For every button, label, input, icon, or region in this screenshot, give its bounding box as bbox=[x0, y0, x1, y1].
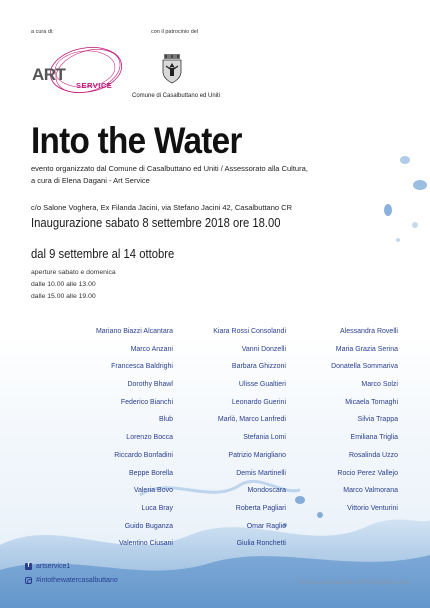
graphic-credit: Grafica realizzata da OFFICIOgrafico.com bbox=[297, 580, 410, 586]
event-subtitle-line1: evento organizzato dal Comune di Casalbuttano ed Uniti / Assessorato alla Cultura, bbox=[31, 164, 308, 173]
facebook-link[interactable] bbox=[25, 563, 70, 570]
opening-days: aperture sabato e domenica bbox=[31, 269, 116, 276]
artist-name: Blub bbox=[158, 416, 173, 424]
comune-name: Comune di Casalbuttano ed Uniti bbox=[132, 93, 221, 99]
artist-name: Guido Buganza bbox=[124, 522, 173, 530]
artists-column-3 bbox=[331, 327, 398, 522]
artist-name: Marco Valmorana bbox=[343, 487, 398, 495]
artist-name: Omar Raglio bbox=[246, 522, 286, 530]
instagram-icon bbox=[25, 577, 32, 584]
opening-hours-afternoon: dalle 15.00 alle 19.00 bbox=[31, 293, 96, 300]
artist-name: Barbara Ghizzoni bbox=[231, 363, 286, 371]
art-logo-text: ART bbox=[32, 65, 66, 84]
patrocinio-label: con il patrocinio del bbox=[151, 29, 199, 35]
artist-name: Mondoscara bbox=[247, 487, 286, 495]
artist-name: Patrizio Marigliano bbox=[228, 451, 286, 459]
artist-name: Vittorio Venturini bbox=[347, 504, 398, 512]
artist-name: Lorenzo Bocca bbox=[126, 434, 173, 442]
service-logo-text: SERVICE bbox=[76, 81, 113, 90]
artist-name: Beppe Borella bbox=[129, 469, 173, 477]
artist-name: Alessandra Rovelli bbox=[340, 328, 398, 335]
comune-crest-icon bbox=[161, 54, 183, 84]
artist-name: Dorothy Bhawl bbox=[127, 381, 173, 389]
artist-name: Rocio Perez Vallejo bbox=[337, 469, 398, 477]
artist-name: Rosalinda Uzzo bbox=[348, 451, 398, 459]
artist-name: Vanni Donzelli bbox=[241, 345, 286, 353]
instagram-link[interactable] bbox=[25, 577, 118, 584]
artist-name: Marco Solzi bbox=[361, 381, 398, 389]
event-subtitle-line2: a cura di Elena Dagani - Art Service bbox=[31, 176, 150, 185]
artist-name: Maria Grazia Serina bbox=[335, 345, 398, 353]
artist-name: Federico Bianchi bbox=[120, 398, 173, 406]
artist-name: Luca Bray bbox=[141, 504, 173, 512]
artist-name: Marco Anzani bbox=[130, 345, 173, 353]
artist-name: Mariano Biazzi Alcantara bbox=[95, 328, 173, 335]
opening-hours-morning: dalle 10.00 alle 13.00 bbox=[31, 281, 96, 288]
artist-name: Kiara Rossi Consolandi bbox=[213, 328, 286, 335]
instagram-hashtag: #intothewatercasalbuttano bbox=[36, 577, 118, 584]
event-dates: dal 9 settembre al 14 ottobre bbox=[31, 247, 175, 261]
event-inauguration: Inaugurazione sabato 8 settembre 2018 ore 18.00 bbox=[31, 216, 281, 230]
artist-name: Valentino Ciusani bbox=[119, 540, 173, 548]
artist-name: Stefania Lomi bbox=[243, 434, 286, 442]
artist-name: Ulisse Gualtieri bbox=[238, 381, 286, 389]
event-title: Into the Water bbox=[31, 120, 242, 161]
facebook-icon: f bbox=[25, 563, 32, 570]
artist-name: Demis Martinelli bbox=[236, 469, 286, 477]
artist-name: Marlò, Marco Lanfredi bbox=[217, 416, 286, 424]
artist-name: Riccardo Bonfadini bbox=[114, 451, 173, 459]
artist-name: Silvia Trappa bbox=[357, 416, 398, 424]
facebook-handle: artservice1 bbox=[36, 563, 71, 570]
event-venue: c/o Salone Voghera, Ex Filanda Jacini, via Stefano Jacini 42, Casalbuttano CR bbox=[31, 203, 292, 212]
artist-name: Giulia Ronchetti bbox=[236, 540, 286, 548]
artist-name: Emiliana Triglia bbox=[350, 434, 398, 442]
artist-name: Micaela Tornaghi bbox=[345, 398, 398, 406]
art-service-logo bbox=[28, 40, 128, 102]
artists-column-1 bbox=[96, 327, 173, 557]
artist-name: Leonardo Guerini bbox=[231, 398, 286, 406]
a-cura-di-label: a cura di: bbox=[31, 29, 54, 35]
artist-name: Valeria Bovo bbox=[133, 487, 173, 495]
artist-name: Donatella Sommariva bbox=[331, 363, 398, 371]
artist-name: Francesca Baldrighi bbox=[111, 363, 173, 371]
artist-name: Roberta Pagliari bbox=[235, 504, 286, 512]
water-droplets-decoration bbox=[310, 150, 430, 270]
artists-column-2 bbox=[213, 327, 286, 557]
